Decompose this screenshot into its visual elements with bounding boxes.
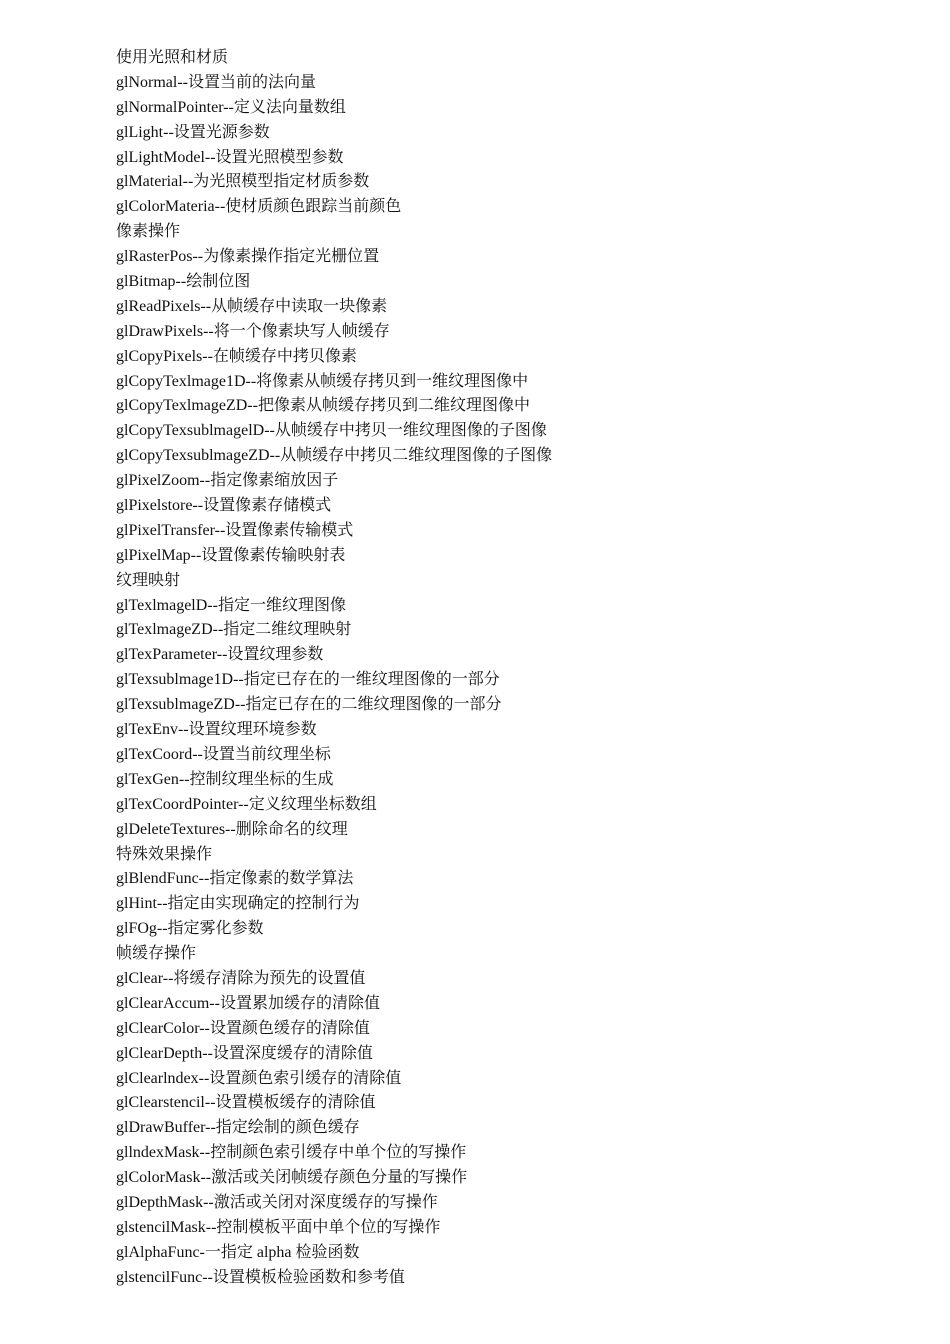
function-line-glstencilmask: glstencilMask--控制模板平面中单个位的写操作 [116, 1218, 441, 1236]
function-line-glcopypixels: glCopyPixels--在帧缓存中拷贝像素 [116, 347, 357, 365]
function-line-glreadpixels: glReadPixels--从帧缓存中读取一块像素 [116, 297, 388, 315]
function-line-glclearcolor: glClearColor--设置颜色缓存的清除值 [116, 1019, 370, 1037]
section-heading-texture-mapping: 纹理映射 [116, 571, 181, 589]
section-heading-special-effects: 特殊效果操作 [116, 845, 213, 863]
function-line-glcopytexsubimage2d: glCopyTexsublmageZD--从帧缓存中拷贝二维纹理图像的子图像 [116, 447, 553, 465]
function-line-glteximage1d: glTexlmagelD--指定一维纹理图像 [116, 596, 346, 614]
function-line-glcopyteximage1d: glCopyTexlmage1D--将像素从帧缓存拷贝到一维纹理图像中 [116, 372, 529, 390]
function-line-glclear: glClear--将缓存清除为预先的设置值 [116, 969, 366, 987]
section-heading-pixel-operations: 像素操作 [116, 223, 181, 241]
document-content [116, 46, 896, 1291]
function-line-gldrawpixels: glDrawPixels--将一个像素块写人帧缓存 [116, 322, 390, 340]
function-line-gllightmodel: glLightModel--设置光照模型参数 [116, 148, 344, 166]
function-line-gltexenv: glTexEnv--设置纹理环境参数 [116, 721, 317, 739]
function-line-glbitmap: glBitmap--绘制位图 [116, 273, 251, 291]
function-line-glnormal: glNormal--设置当前的法向量 [116, 73, 316, 91]
function-line-glclearstencil: glClearstencil--设置模板缓存的清除值 [116, 1094, 376, 1112]
function-line-gllight: glLight--设置光源参数 [116, 123, 270, 141]
function-line-glcolormateria: glColorMateria--使材质颜色跟踪当前颜色 [116, 198, 402, 216]
function-line-glcopytexsubimage1d: glCopyTexsublmagelD--从帧缓存中拷贝一维纹理图像的子图像 [116, 422, 547, 440]
function-line-glrasterpos: glRasterPos--为像素操作指定光栅位置 [116, 248, 380, 266]
function-line-gltexgen: glTexGen--控制纹理坐标的生成 [116, 770, 334, 788]
function-line-glcleardepth: glClearDepth--设置深度缓存的清除值 [116, 1044, 373, 1062]
function-line-gldeletetextures: glDeleteTextures--删除命名的纹理 [116, 820, 348, 838]
function-line-gltexsubimage1d: glTexsublmage1D--指定已存在的一维纹理图像的一部分 [116, 671, 500, 689]
function-line-gldepthmask: glDepthMask--激活或关闭对深度缓存的写操作 [116, 1193, 438, 1211]
function-line-glalphafunc: glAlphaFunc-一指定 alpha 检验函数 [116, 1243, 360, 1261]
function-line-gltexcoord: glTexCoord--设置当前纹理坐标 [116, 745, 331, 763]
function-line-glpixelmap: glPixelMap--设置像素传输映射表 [116, 546, 346, 564]
function-line-gltexsubimage2d: glTexsublmageZD--指定已存在的二维纹理图像的一部分 [116, 696, 502, 714]
function-line-glhint: glHint--指定由实现确定的控制行为 [116, 895, 360, 913]
function-line-glpixelstore: glPixelstore--设置像素存储模式 [116, 497, 332, 515]
function-line-glfog: glFOg--指定雾化参数 [116, 920, 264, 938]
function-line-glteximage2d: glTexlmageZD--指定二维纹理映射 [116, 621, 352, 639]
function-line-glcopyteximage2d: glCopyTexlmageZD--把像素从帧缓存拷贝到二维纹理图像中 [116, 397, 530, 415]
function-line-glcolormask: glColorMask--激活或关闭帧缓存颜色分量的写操作 [116, 1169, 468, 1187]
function-line-glnormalpointer: glNormalPointer--定义法向量数组 [116, 98, 346, 116]
function-line-glmaterial: glMaterial--为光照模型指定材质参数 [116, 173, 370, 191]
function-line-glclearindex: glClearlndex--设置颜色索引缓存的清除值 [116, 1069, 402, 1087]
function-line-glclearaccum: glClearAccum--设置累加缓存的清除值 [116, 994, 380, 1012]
function-line-gltexparameter: glTexParameter--设置纹理参数 [116, 646, 324, 664]
function-line-glblendfunc: glBlendFunc--指定像素的数学算法 [116, 870, 354, 888]
function-line-glpixelzoom: glPixelZoom--指定像素缩放因子 [116, 472, 339, 490]
section-heading-framebuffer-operations: 帧缓存操作 [116, 945, 197, 963]
function-line-glstencilfunc: glstencilFunc--设置模板检验函数和参考值 [116, 1268, 405, 1286]
function-line-gltexcoordpointer: glTexCoordPointer--定义纹理坐标数组 [116, 795, 377, 813]
function-line-gldrawbuffer: glDrawBuffer--指定绘制的颜色缓存 [116, 1119, 360, 1137]
function-line-glindexmask: gllndexMask--控制颜色索引缓存中单个位的写操作 [116, 1144, 467, 1162]
section-heading-lighting-material: 使用光照和材质 [116, 49, 229, 66]
function-line-glpixeltransfer: glPixelTransfer--设置像素传输模式 [116, 521, 354, 539]
